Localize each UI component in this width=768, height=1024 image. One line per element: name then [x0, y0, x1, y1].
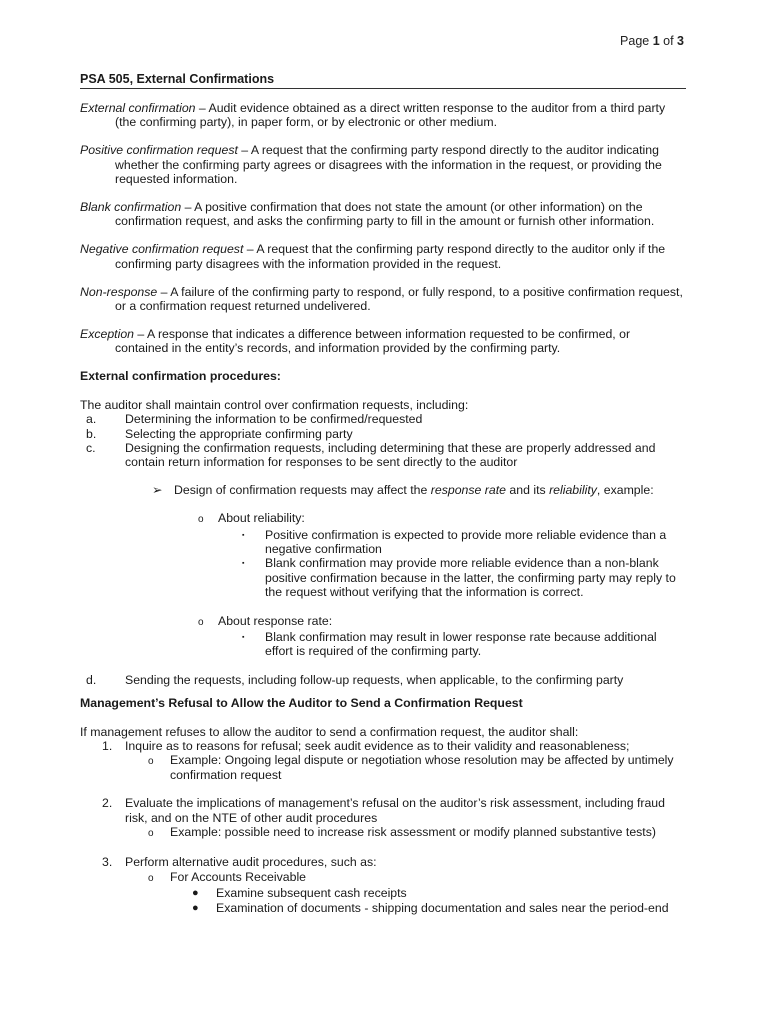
square-bullet-icon: ▪	[242, 560, 245, 568]
list-item: o Example: possible need to increase risk assessment or modify planned substantive tests)	[148, 825, 686, 841]
document-title: PSA 505, External Confirmations	[80, 72, 686, 89]
circle-bullet-icon: o	[198, 616, 204, 628]
definition-external-confirmation: External confirmation – Audit evidence obtained as a direct written response to the auditor from a third party (the confirming party), in paper form, or by electronic or other medium.	[80, 101, 666, 130]
square-bullet-icon: ▪	[242, 633, 245, 641]
circle-bullet-icon: o	[198, 514, 204, 526]
refusal-heading: Management’s Refusal to Allow the Auditor to Send a Confirmation Request	[80, 696, 523, 711]
list-item: a. Determining the information to be confirmed/requested	[86, 412, 423, 427]
reliability-label: o About reliability:	[198, 511, 686, 527]
list-item: b. Selecting the appropriate confirming party	[86, 426, 353, 441]
refusal-intro: If management refuses to allow the auditor to send a confirmation request, the auditor shall:	[80, 724, 579, 739]
list-item: ▪ Positive confirmation is expected to provide more reliable evidence than a negative confirmation	[242, 527, 667, 556]
definition-negative-confirmation: Negative confirmation request – A request that the confirming party respond directly to the auditor only if the confirming party disagrees with the information provided in the request.	[80, 242, 666, 271]
list-item: ● Examine subsequent cash receipts	[192, 886, 407, 901]
response-rate-label: o About response rate:	[198, 614, 686, 630]
list-item: ▪ Blank confirmation may provide more reliable evidence than a non-blank positive confirmation because in the latter, the confirming party may reply to the request without verifying that the information is correct.	[242, 556, 676, 600]
list-item: d. Sending the requests, including follow-up requests, when applicable, to the confirming party	[86, 672, 624, 687]
list-item: ● Examination of documents - shipping documentation and sales near the period-end	[192, 900, 669, 915]
list-item: c. Designing the confirmation requests, including determining that these are properly addressed and contain return information for responses to be sent directly to the auditor	[86, 440, 656, 470]
arrow-bullet-icon: ➢	[152, 482, 163, 497]
list-item: 2. Evaluate the implications of management’s refusal on the auditor’s risk assessment, including fraud risk, and on the NTE of other audit procedures	[102, 796, 665, 825]
document-body	[80, 101, 686, 915]
procedures-heading: External confirmation procedures:	[80, 369, 281, 384]
design-note: ➢ Design of confirmation requests may affect the response rate and its reliability, example:	[152, 482, 654, 497]
dot-bullet-icon: ●	[192, 901, 199, 914]
list-item: o Example: Ongoing legal dispute or negotiation whose resolution may be affected by untimely confirmation request	[148, 753, 674, 782]
list-item: o For Accounts Receivable	[148, 870, 686, 886]
list-item: ▪ Blank confirmation may result in lower response rate because additional effort is required of the confirming party.	[242, 629, 657, 659]
definition-positive-confirmation: Positive confirmation request – A request that the confirming party respond directly to the auditor indicating whether the confirming party agrees or disagrees with the information in the request, or providing the requested information.	[80, 143, 662, 187]
square-bullet-icon: ▪	[242, 531, 245, 539]
definition-blank-confirmation: Blank confirmation – A positive confirmation that does not state the amount (or other information) on the confirmation request, and asks the confirming party to fill in the amount or furnish other information.	[80, 200, 655, 229]
procedures-intro: The auditor shall maintain control over confirmation requests, including:	[80, 397, 469, 412]
list-item: 3. Perform alternative audit procedures, such as:	[102, 855, 377, 870]
circle-bullet-icon: o	[148, 872, 154, 884]
page-number: Page 1 of 3	[620, 34, 684, 48]
dot-bullet-icon: ●	[192, 887, 199, 900]
circle-bullet-icon: o	[148, 756, 154, 768]
definition-non-response: Non-response – A failure of the confirming party to respond, or fully respond, to a positive confirmation request, or a confirmation request returned undelivered.	[80, 284, 683, 314]
definition-exception: Exception – A response that indicates a difference between information requested to be confirmed, or contained in the entity’s records, and information provided by the confirming party.	[80, 326, 631, 356]
list-item: 1. Inquire as to reasons for refusal; seek audit evidence as to their validity and reasonableness;	[102, 739, 630, 753]
circle-bullet-icon: o	[148, 828, 154, 840]
